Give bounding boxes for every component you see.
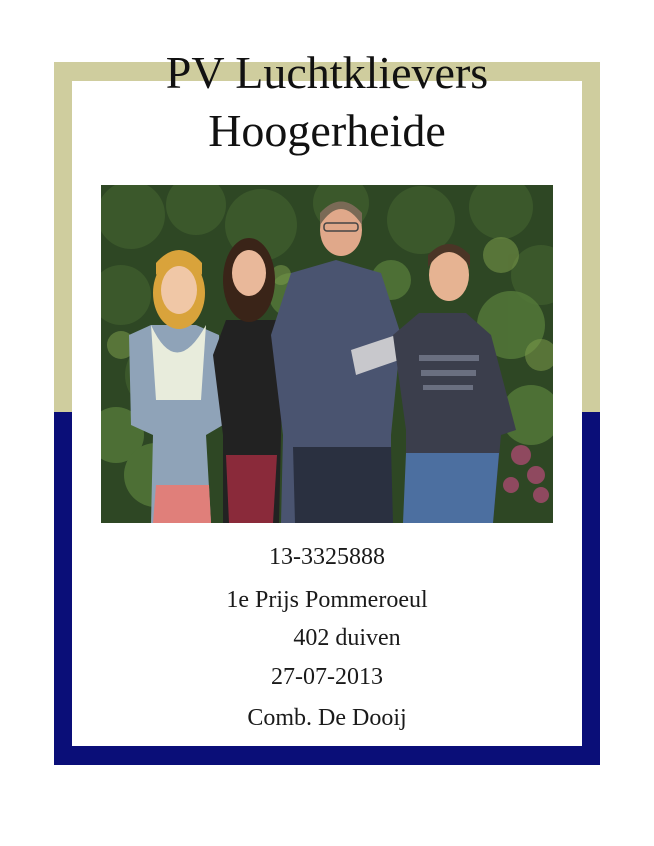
club-location-title: Hoogerheide bbox=[208, 105, 446, 156]
bird-count: 402 duiven bbox=[293, 625, 401, 651]
club-name-title: PV Luchtklievers bbox=[165, 47, 489, 98]
owner-name: Comb. De Dooij bbox=[247, 705, 407, 731]
ring-number: 13-3325888 bbox=[269, 544, 385, 570]
family-photo bbox=[101, 185, 553, 523]
prize-text: 1e Prijs Pommeroeul bbox=[226, 587, 428, 613]
race-date: 27-07-2013 bbox=[271, 664, 383, 690]
